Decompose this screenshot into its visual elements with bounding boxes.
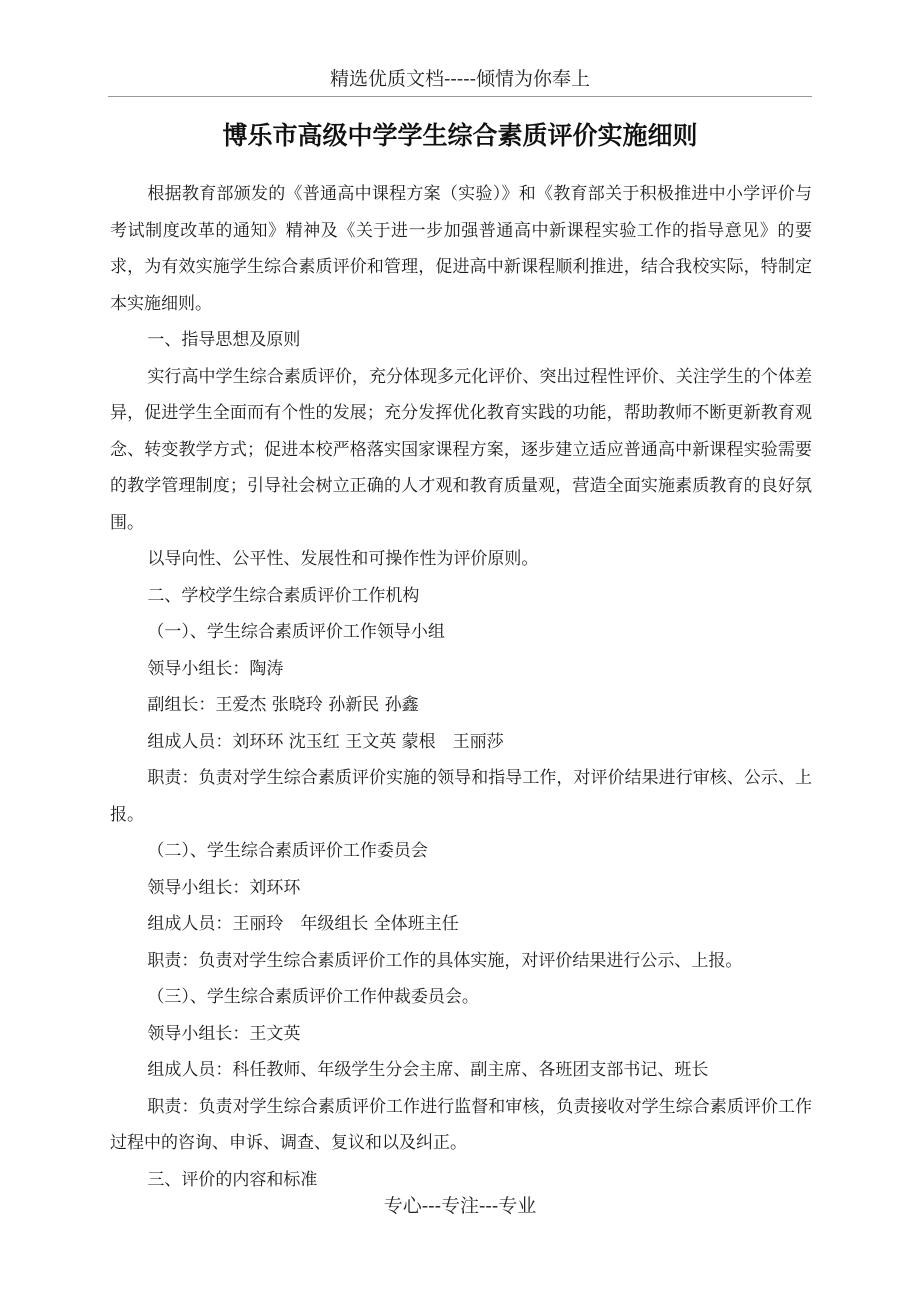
members-line-3: 组成人员：科任教师、年级学生分会主席、副主席、各班团支部书记、班长	[147, 1060, 709, 1080]
members-line-1: 组成人员：刘环环 沈玉红 王文英 蒙根 王丽莎	[147, 731, 504, 752]
subsection-heading-2: （二）、学生综合素质评价工作委员会	[147, 841, 428, 861]
header-divider	[108, 96, 812, 97]
leader-line-3: 领导小组长：王文英	[147, 1023, 301, 1044]
duties-line-2: 职责：负责对学生综合素质评价工作的具体实施，对评价结果进行公示、上报。	[147, 950, 743, 971]
section-heading-2: 二、学校学生综合素质评价工作机构	[147, 585, 420, 606]
page-footer: 专心---专注---专业	[383, 1195, 537, 1217]
document-title: 博乐市高级中学学生综合素质评价实施细则	[222, 121, 698, 150]
principles-paragraph: 实行高中学生综合素质评价，充分体现多元化评价、突出过程性评价、关注学生的个体差异，促进学生全面而有个性的发展；充分发挥优化教育实践的功能，帮助教师不断更新教育观念、转变教学方式；促进本校严格落实国家课程方案，逐步建立适应普通高中新课程实验需要的教学管理制度；引导社会树立正确的人才观和教育质量观，营造全面实施素质教育的良好氛围。	[110, 366, 812, 533]
section-heading-3: 三、评价的内容和标准	[147, 1169, 318, 1190]
duties-line-1: 职责：负责对学生综合素质评价实施的领导和指导工作，对评价结果进行审核、公示、上报。	[110, 768, 812, 825]
principles-summary: 以导向性、公平性、发展性和可操作性为评价原则。	[147, 549, 539, 569]
leader-line-2: 领导小组长：刘环环	[147, 877, 301, 898]
leader-line-1: 领导小组长：陶涛	[147, 658, 284, 679]
page-header: 精选优质文档-----倾情为你奉上	[329, 68, 591, 90]
subsection-heading-3: （三）、学生综合素质评价工作仲裁委员会。	[147, 987, 479, 1007]
duties-line-3: 职责：负责对学生综合素质评价工作进行监督和审核，负责接收对学生综合素质评价工作过程中的咨询、申诉、调查、复议和以及纠正。	[110, 1096, 812, 1153]
subsection-heading-1: （一）、学生综合素质评价工作领导小组	[147, 622, 445, 642]
intro-paragraph: 根据教育部颁发的《普通高中课程方案（实验）》和《教育部关于积极推进中小学评价与考试制度改革的通知》精神及《关于进一步加强普通高中新课程实验工作的指导意见》的要求，为有效实施学生综合素质评价和管理，促进高中新课程顺利推进，结合我校实际，特制定本实施细则。	[110, 184, 812, 314]
document-body	[110, 176, 812, 1198]
deputy-line-1: 副组长：王爱杰 张晓玲 孙新民 孙鑫	[147, 695, 419, 715]
section-heading-1: 一、指导思想及原则	[147, 330, 301, 350]
members-line-2: 组成人员：王丽玲 年级组长 全体班主任	[147, 914, 459, 934]
